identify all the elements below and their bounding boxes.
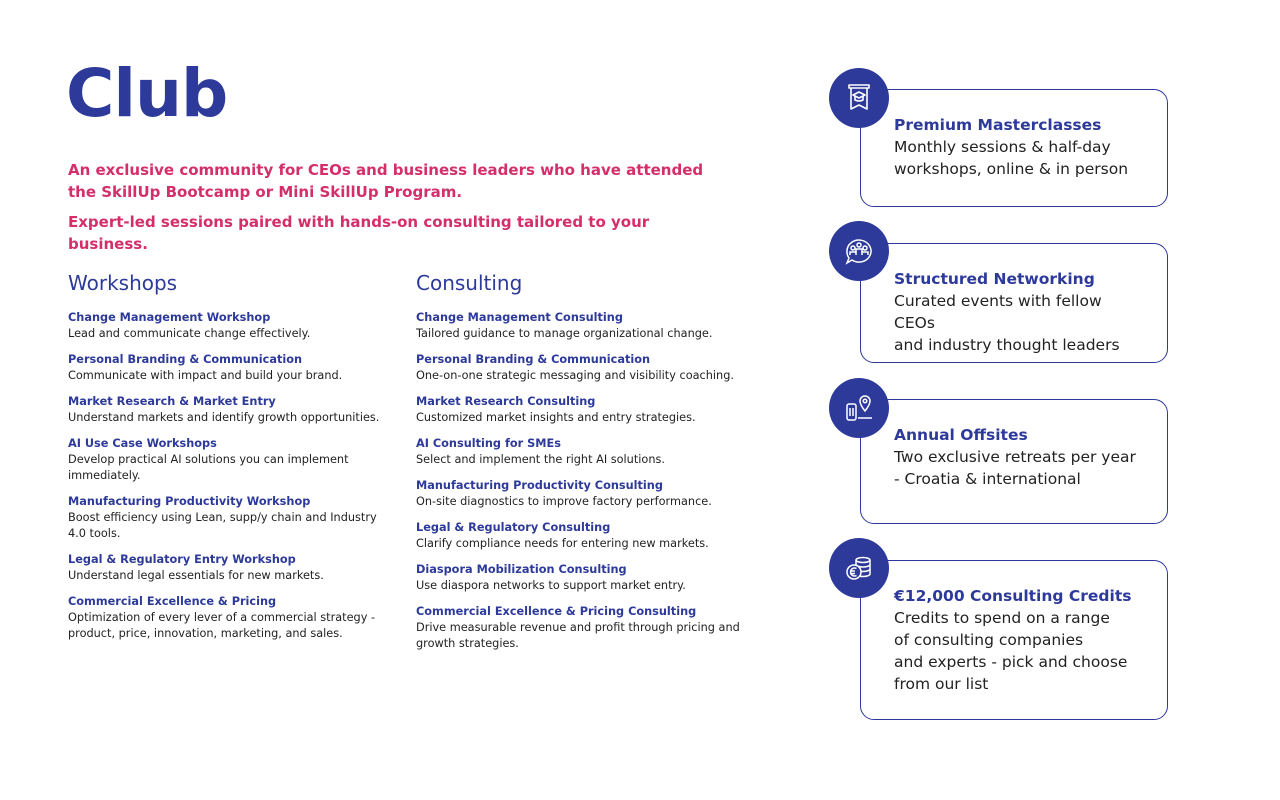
consulting-title: Market Research Consulting <box>416 395 596 408</box>
workshop-item <box>68 310 388 342</box>
benefit-desc: Curated events with fellow CEOs and industry thought leaders <box>894 292 1120 354</box>
consulting-desc: One-on-one strategic messaging and visibility coaching. <box>416 369 734 382</box>
workshop-item <box>68 436 388 484</box>
workshop-title: Personal Branding & Communication <box>68 353 303 366</box>
consulting-title: Manufacturing Productivity Consulting <box>416 479 663 492</box>
offsite-icon <box>829 378 889 438</box>
benefit-desc: Credits to spend on a range of consulting companies and experts - pick and choose from our list <box>894 609 1128 693</box>
consulting-desc: Select and implement the right AI solutions. <box>416 453 665 466</box>
masterclass-icon <box>829 68 889 128</box>
consulting-item <box>416 562 746 594</box>
workshop-item <box>68 494 388 542</box>
consulting-heading: Consulting <box>416 271 523 295</box>
consulting-item <box>416 394 746 426</box>
workshop-desc: Boost efficiency using Lean, supp/y chain and Industry 4.0 tools. <box>68 511 377 540</box>
workshop-desc: Understand legal essentials for new markets. <box>68 569 324 582</box>
workshop-title: Commercial Excellence & Pricing <box>68 595 277 608</box>
benefit-card-masterclasses <box>860 89 1168 207</box>
workshop-item <box>68 394 388 426</box>
consulting-item <box>416 478 746 510</box>
workshop-item <box>68 552 388 584</box>
workshop-title: Legal & Regulatory Entry Workshop <box>68 553 296 566</box>
consulting-column <box>416 270 746 662</box>
networking-icon <box>829 221 889 281</box>
consulting-item <box>416 310 746 342</box>
workshop-desc: Optimization of every lever of a commercial strategy - product, price, innovation, marketing, and sales. <box>68 611 376 640</box>
benefit-title: Structured Networking <box>894 270 1095 288</box>
workshop-title: Change Management Workshop <box>68 311 271 324</box>
credits-icon <box>829 538 889 598</box>
workshops-heading: Workshops <box>68 271 178 295</box>
page-title: Club <box>66 55 228 132</box>
workshop-item <box>68 594 388 642</box>
intro-line-1: An exclusive community for CEOs and business leaders who have attended the SkillUp Bootcamp or Mini SkillUp Program. <box>68 161 704 201</box>
consulting-desc: Drive measurable revenue and profit through pricing and growth strategies. <box>416 621 740 650</box>
consulting-desc: Use diaspora networks to support market entry. <box>416 579 686 592</box>
benefit-card-credits <box>860 560 1168 720</box>
benefit-desc: Monthly sessions & half-day workshops, online & in person <box>894 138 1129 178</box>
consulting-desc: On-site diagnostics to improve factory performance. <box>416 495 712 508</box>
workshop-desc: Lead and communicate change effectively. <box>68 327 311 340</box>
benefit-title: Premium Masterclasses <box>894 116 1102 134</box>
benefit-desc: Two exclusive retreats per year - Croatia & international <box>894 448 1136 488</box>
consulting-title: AI Consulting for SMEs <box>416 437 561 450</box>
consulting-title: Legal & Regulatory Consulting <box>416 521 611 534</box>
consulting-item <box>416 604 746 652</box>
workshop-title: AI Use Case Workshops <box>68 437 217 450</box>
workshop-desc: Develop practical AI solutions you can implement immediately. <box>68 453 349 482</box>
workshops-column <box>68 270 388 652</box>
consulting-desc: Tailored guidance to manage organizational change. <box>416 327 713 340</box>
workshop-desc: Understand markets and identify growth opportunities. <box>68 411 380 424</box>
workshop-item <box>68 352 388 384</box>
consulting-item <box>416 352 746 384</box>
workshop-desc: Communicate with impact and build your brand. <box>68 369 343 382</box>
consulting-title: Personal Branding & Communication <box>416 353 651 366</box>
consulting-desc: Clarify compliance needs for entering new markets. <box>416 537 709 550</box>
benefit-card-offsites <box>860 399 1168 524</box>
workshop-title: Market Research & Market Entry <box>68 395 276 408</box>
benefit-card-networking <box>860 243 1168 363</box>
consulting-desc: Customized market insights and entry strategies. <box>416 411 696 424</box>
intro <box>68 159 708 255</box>
workshop-title: Manufacturing Productivity Workshop <box>68 495 311 508</box>
consulting-item <box>416 520 746 552</box>
benefit-title: €12,000 Consulting Credits <box>894 587 1132 605</box>
consulting-item <box>416 436 746 468</box>
consulting-title: Commercial Excellence & Pricing Consulting <box>416 605 697 618</box>
intro-line-2: Expert-led sessions paired with hands-on consulting tailored to your business. <box>68 213 650 253</box>
consulting-title: Change Management Consulting <box>416 311 623 324</box>
benefit-title: Annual Offsites <box>894 426 1028 444</box>
consulting-title: Diaspora Mobilization Consulting <box>416 563 627 576</box>
